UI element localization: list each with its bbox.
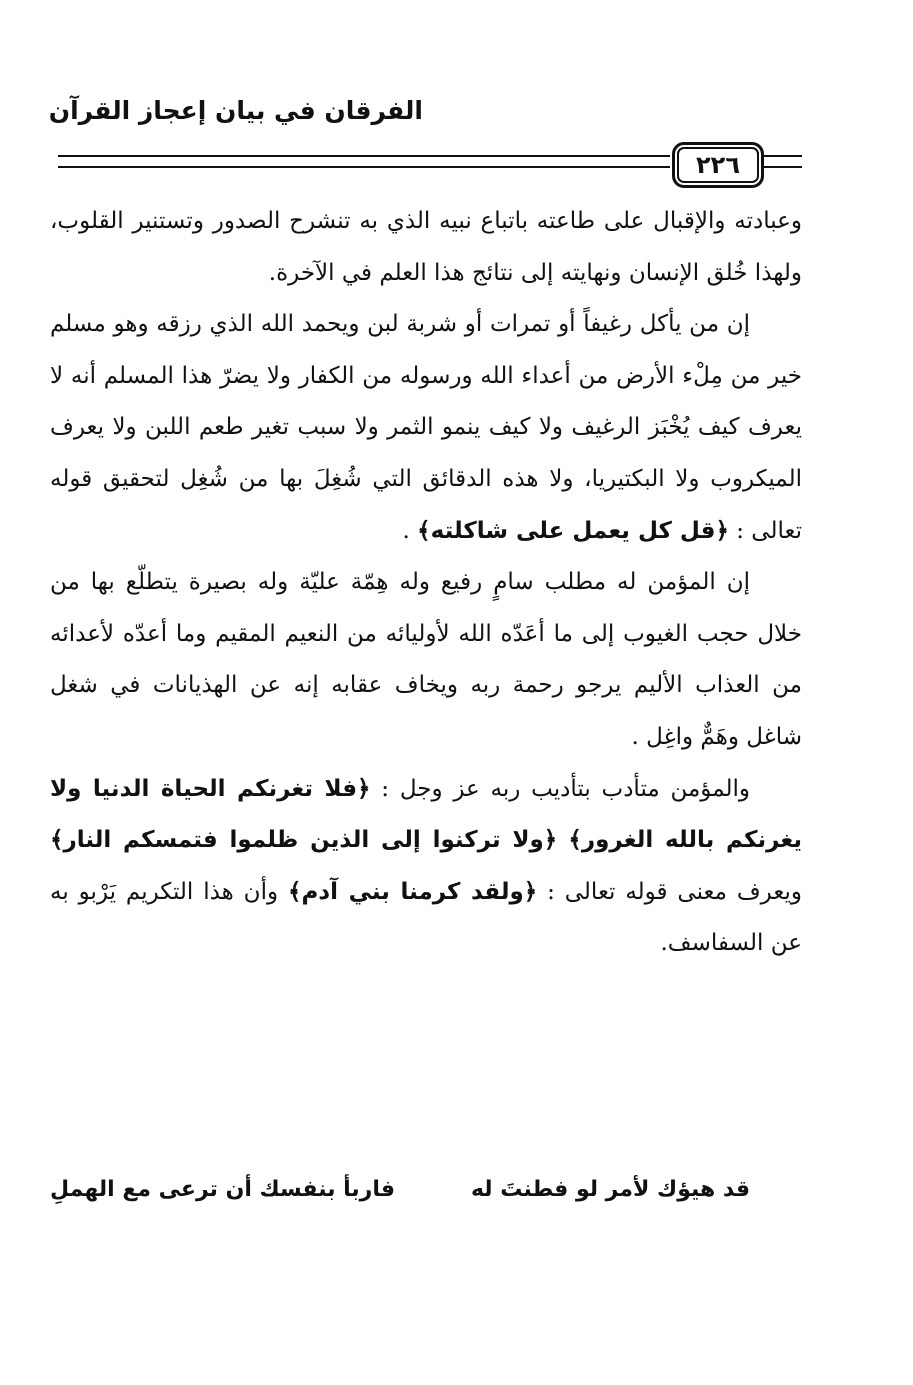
main-text — [50, 196, 802, 970]
paragraph-1: وعبادته والإقبال على طاعته باتباع نبيه الذي به تنشرح الصدور وتستنير القلوب، ولهذا خُلق الإنسان ونهايته إلى نتائج هذا العلم في الآخرة. — [50, 208, 802, 286]
page-number-badge — [672, 142, 764, 188]
paragraph-4-mid: ويعرف معنى قوله تعالى : — [537, 878, 802, 905]
quran-verse: ﴿ولا تركنوا إلى الذين ظلموا فتمسكم النار﴾ — [50, 827, 558, 854]
quran-verse: ﴿فلا تغرنكم الحياة الدنيا ولا يغرنكم بالله الغرور﴾ — [50, 775, 803, 854]
poetry-verse — [50, 1164, 802, 1216]
paragraph-4-end: وأن هذا التكريم يَرْبو به عن السفاسف. — [50, 878, 802, 957]
quran-verse: ﴿ولقد كرمنا بني آدم﴾ — [287, 878, 538, 905]
paragraph-2 — [50, 299, 802, 557]
header-rule-left-top — [58, 155, 670, 157]
paragraph-4 — [50, 764, 802, 970]
header-rule-right-top — [760, 155, 802, 157]
quran-verse: ﴿قل كل يعمل على شاكلته﴾ — [417, 517, 729, 544]
paragraph-3: إن المؤمن له مطلب سامٍ رفيع وله هِمّة عليّة وله بصيرة يتطلّع بها من خلال حجب الغيوب إلى ما أعَدّه الله لأوليائه من النعيم المقيم وما أعدّه لأعدائه من العذاب الأليم يرجو رحمة ربه ويخاف عقابه إنه عن الهذيانات في شغل شاغل وهَمٌّ واغِل . — [50, 569, 802, 750]
poem-first-hemistich: قد هيؤك لأمر لو فطنتَ له — [470, 1177, 750, 1202]
page-number: ٢٢٦ — [696, 151, 740, 179]
paragraph-2-end: . — [402, 517, 418, 544]
header-rule-right-bottom — [760, 166, 802, 168]
header-rule-left-bottom — [58, 166, 670, 168]
running-header-title: الفرقان في بيان إعجاز القرآن — [48, 96, 423, 125]
paragraph-4-intro: والمؤمن متأدب بتأديب ربه عز وجل : — [370, 775, 750, 802]
paragraph-2-text: إن من يأكل رغيفاً أو تمرات أو شربة لبن ويحمد الله الذي رزقه وهو مسلم خير من مِلْء الأرض من أعداء الله ورسوله من الكفار ولا يضرّ هذا المسلم أنه لا يعرف كيف يُخْبَز الرغيف ولا كيف ينمو الثمر ولا سبب تغير طعم اللبن ولا يعرف الميكروب ولا البكتيريا، ولا هذه الدقائق التي شُغِلَ بها من شُغِل لتحقيق قوله تعالى : — [50, 311, 802, 544]
poem-second-hemistich: فاربأ بنفسك أن ترعى مع الهملِ — [50, 1177, 396, 1202]
